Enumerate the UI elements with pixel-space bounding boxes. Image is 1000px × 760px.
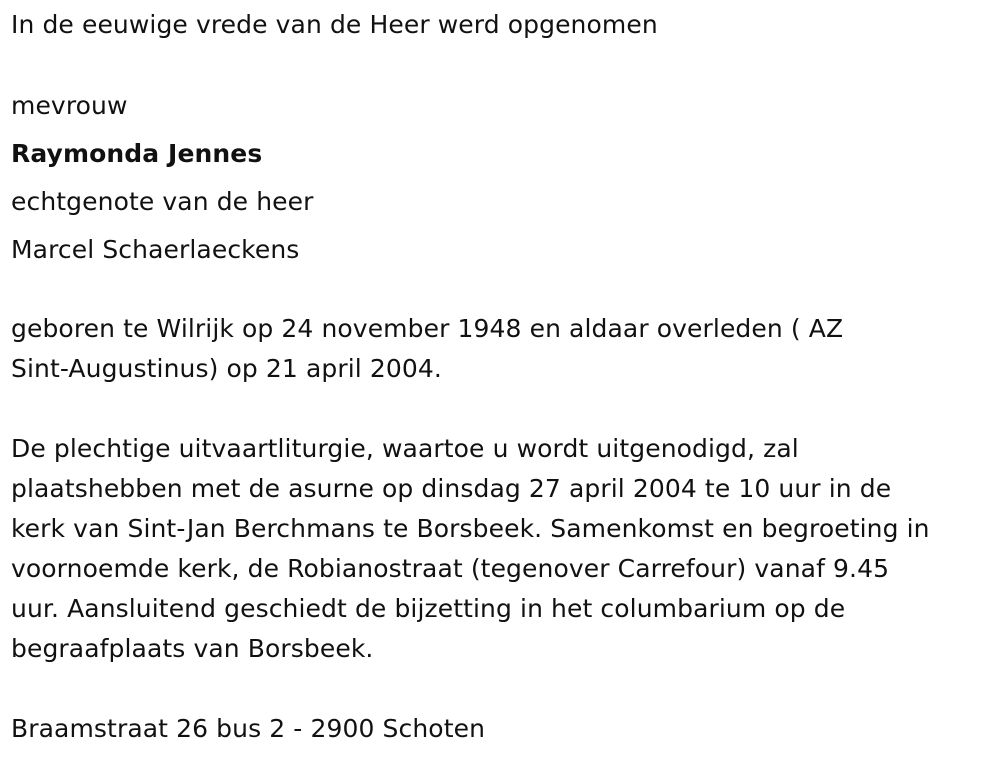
deceased-name: Raymonda Jennes	[11, 139, 263, 168]
ceremony-line: kerk van Sint-Jan Berchmans te Borsbeek. Samenkomst en begroeting in	[11, 514, 930, 543]
title-prefix: mevrouw	[11, 91, 128, 120]
ceremony-line: voornoemde kerk, de Robianostraat (tegenover Carrefour) vanaf 9.45	[11, 554, 890, 583]
address-text: Braamstraat 26 bus 2 - 2900 Schoten	[11, 714, 486, 743]
birth-death-paragraph	[11, 309, 996, 389]
intro-text: In de eeuwige vrede van de Heer werd opgenomen	[11, 10, 658, 39]
relation-text: echtgenote van de heer	[11, 187, 314, 216]
ceremony-line: begraafplaats van Borsbeek.	[11, 634, 374, 663]
ceremony-line: plaatshebben met de asurne op dinsdag 27 april 2004 te 10 uur in de	[11, 474, 892, 503]
ceremony-paragraph	[11, 429, 996, 669]
birth-death-line: Sint-Augustinus) op 21 april 2004.	[11, 354, 442, 383]
ceremony-line: De plechtige uitvaartliturgie, waartoe u wordt uitgenodigd, zal	[11, 434, 799, 463]
spouse-name: Marcel Schaerlaeckens	[11, 235, 300, 264]
ceremony-line: uur. Aansluitend geschiedt de bijzetting in het columbarium op de	[11, 594, 846, 623]
birth-death-line: geboren te Wilrijk op 24 november 1948 en aldaar overleden ( AZ	[11, 314, 844, 343]
